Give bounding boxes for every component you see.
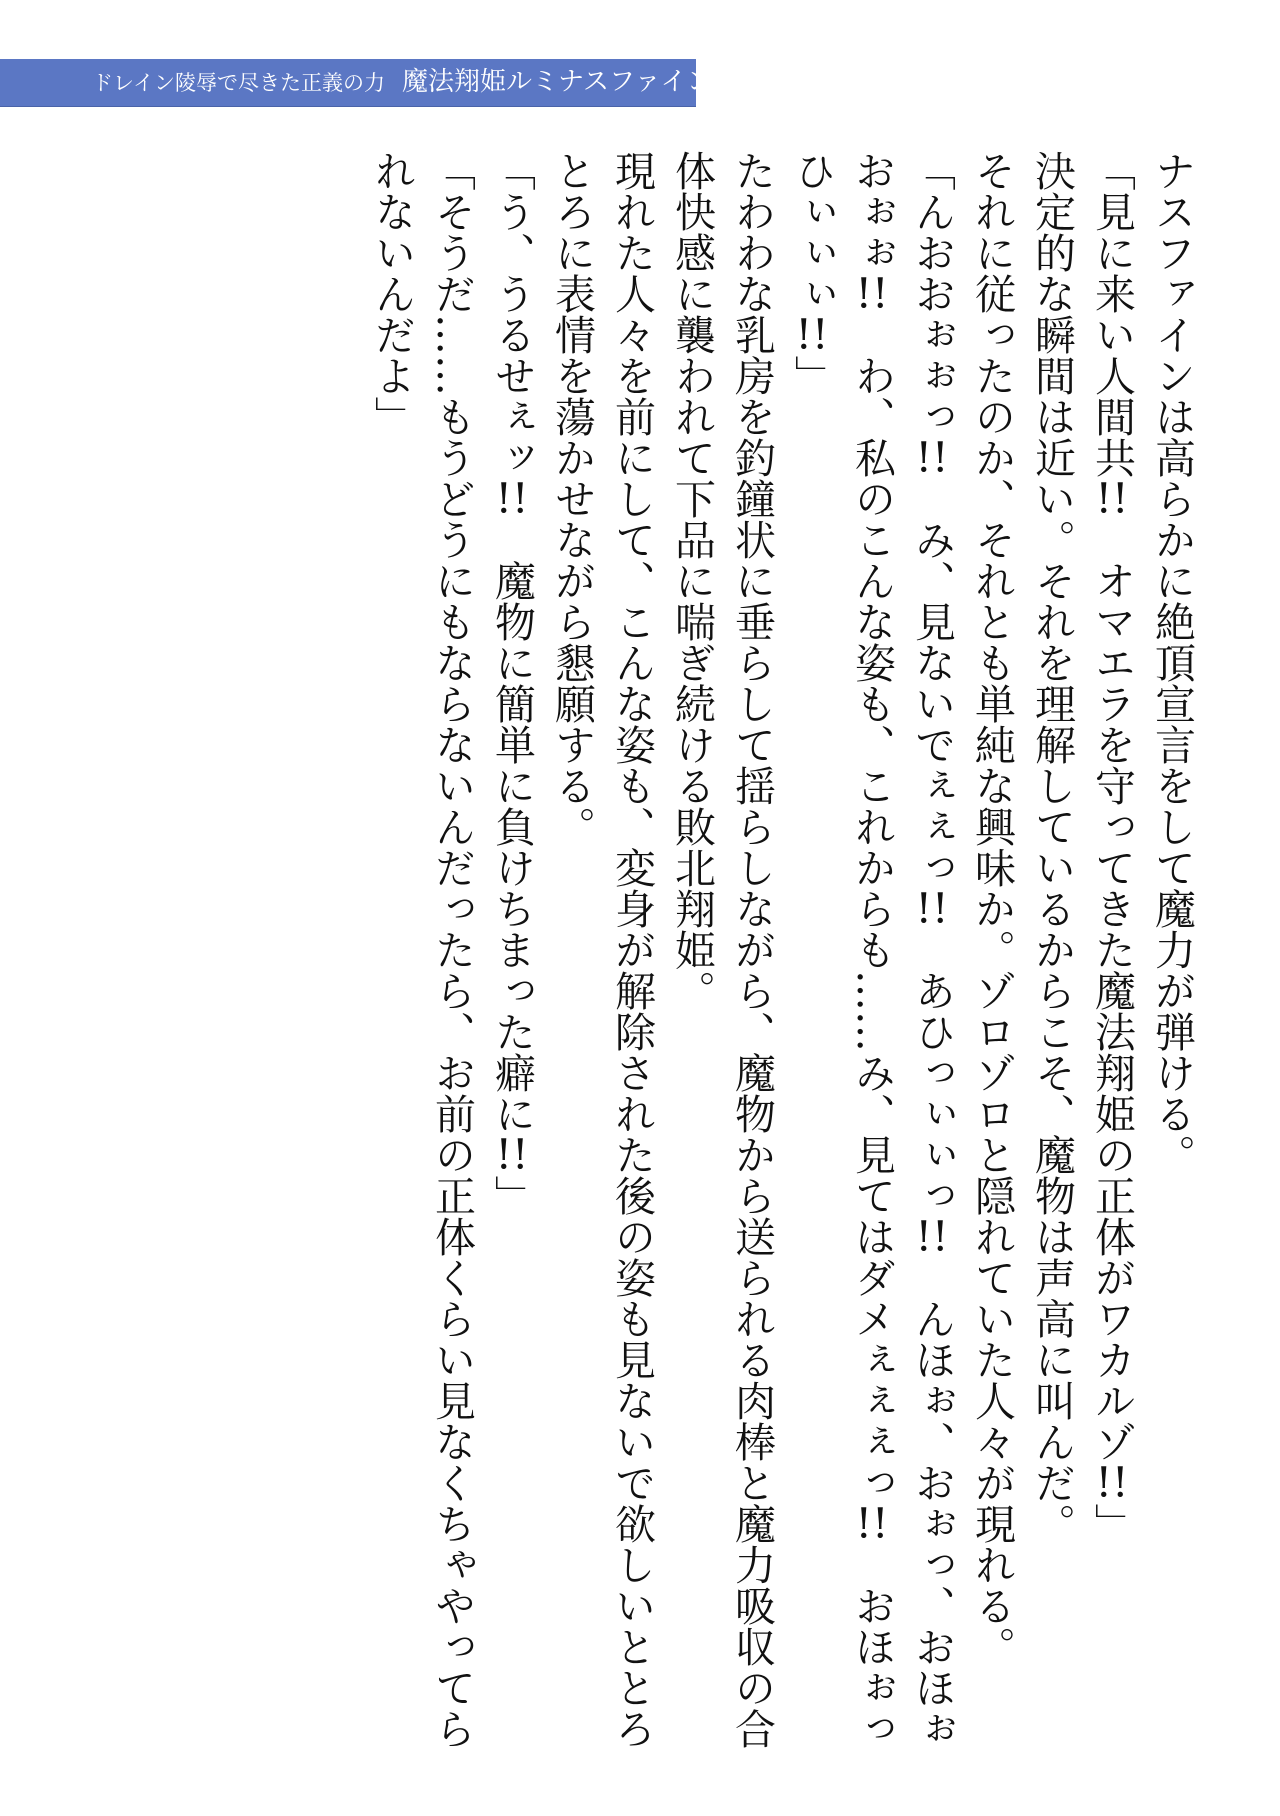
paragraph: ナスファインは高らかに絶頂宣言をして魔力が弾ける。 [1148, 150, 1196, 1175]
paragraph: それに従ったのか、それとも単純な興味か。ゾロゾロと隠れていた人々が現れる。 [968, 150, 1016, 1667]
exclamation-mark-pair: !! [795, 314, 829, 355]
series-title: ドレイン陵辱で尽きた正義の力 [92, 71, 385, 95]
paragraph: 「見に来い人間共!! オマエラを守ってきた魔法翔姫の正体がワカルゾ!!」 [1088, 150, 1136, 1544]
exclamation-mark-pair: !! [855, 1503, 889, 1544]
exclamation-mark-pair: !! [495, 478, 529, 519]
exclamation-mark-pair: !! [915, 1216, 949, 1257]
paragraph: 決定的な瞬間は近い。それを理解しているからこそ、魔物は声高に叫んだ。 [1028, 150, 1076, 1544]
vertical-text-body [362, 150, 1202, 1770]
exclamation-mark-pair: !! [1095, 478, 1129, 519]
paragraph: 「そうだ……もうどうにもならないんだったら、お前の正体くらい見なくちゃやってられないんだよ」 [368, 150, 476, 1749]
exclamation-mark-pair: !! [855, 273, 889, 314]
exclamation-mark-pair: !! [915, 888, 949, 929]
exclamation-mark-pair: !! [495, 1134, 529, 1175]
running-header [0, 59, 713, 107]
exclamation-mark-pair: !! [915, 437, 949, 478]
paragraph: 現れた人々を前にして、こんな姿も、変身が解除された後の姿も見ないで欲しいととろとろに表情を蕩かせながら懇願する。 [548, 150, 656, 1749]
exclamation-mark-pair: !! [1095, 1462, 1129, 1503]
book-title: 魔法翔姫ルミナスファイン [402, 67, 713, 97]
paragraph: たわわな乳房を釣鐘状に垂らして揺らしながら、魔物から送られる肉棒と魔力吸収の合体快感に襲われて下品に喘ぎ続ける敗北翔姫。 [668, 150, 776, 1749]
paragraph: 「う、うるせぇッ!! 魔物に簡単に負けちまった癖に!!」 [488, 150, 536, 1216]
paragraph: 「んおおぉぉっ!! み、見ないでぇぇっ!! あひっぃぃっ!! んほぉ、おぉっ、おほぉおぉぉ!! わ、私のこんな姿も、これからも……み、見てはダメぇぇぇっ!! おほぉっひぃぃぃ!!」 [788, 150, 956, 1749]
